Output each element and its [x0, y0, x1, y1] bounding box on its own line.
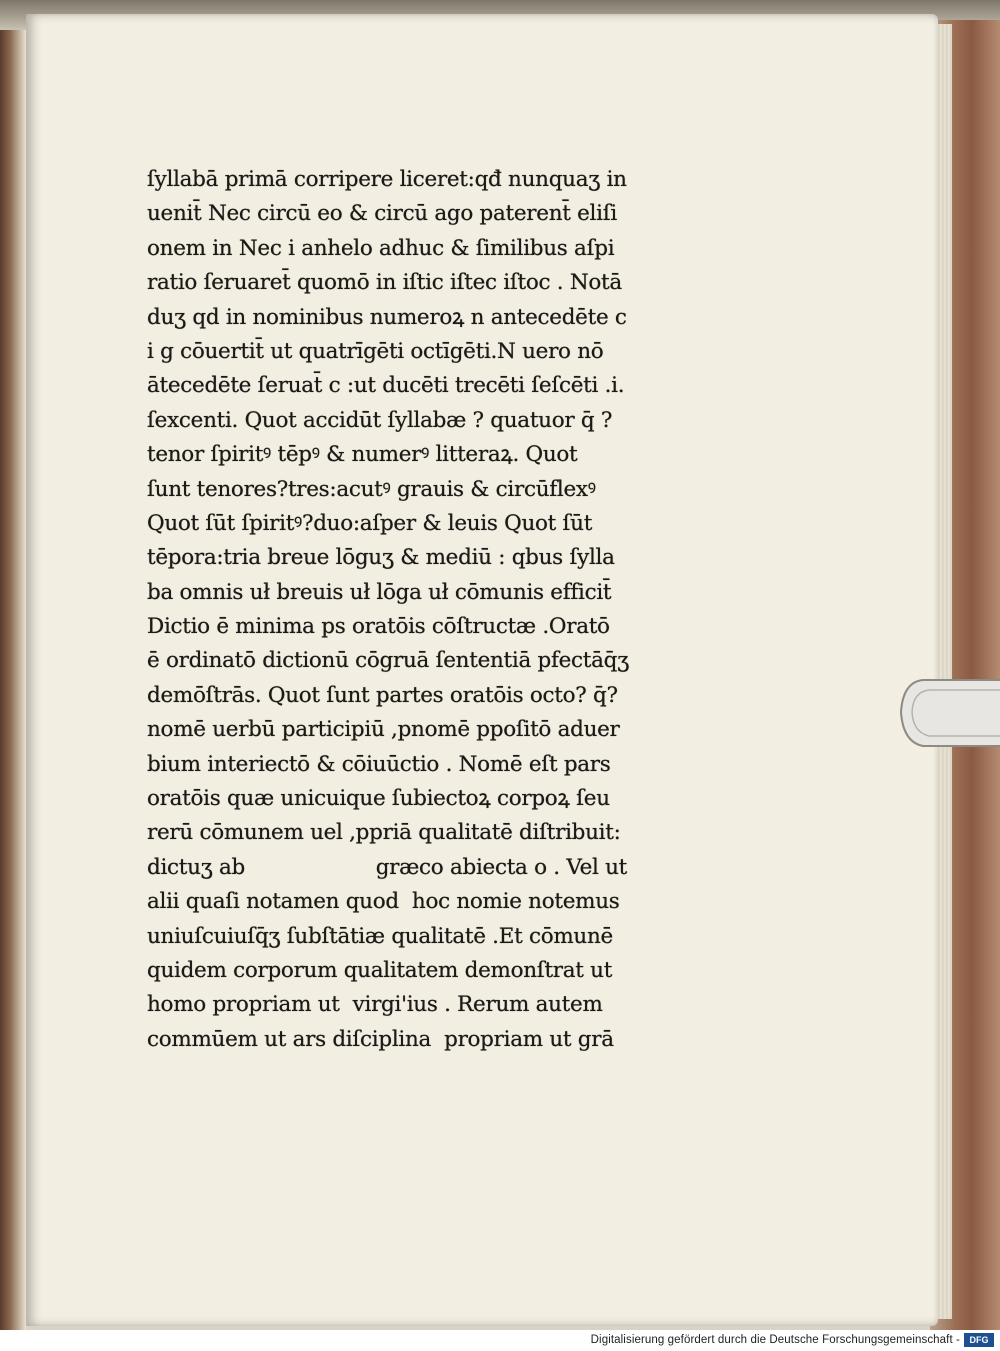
text-line: quidem corporum qualitatem demonſtrat ut: [147, 957, 613, 983]
text-line: uniuſcuiuſq̄ʒ ſubſtātiæ qualitatē .Et cōmunē: [147, 923, 613, 949]
text-line: alii quaſi notamen quod hoc nomie notemus: [147, 889, 620, 915]
text-line: onem in Nec i anhelo adhuc & ſimilibus aſpi: [147, 235, 615, 261]
text-line: ſyllabā primā corripere liceret:qđ nunquaʒ in: [147, 167, 627, 192]
dfg-logo-icon: DFG: [964, 1333, 994, 1347]
footer-bar: [0, 1330, 1000, 1351]
text-line: duʒ qd in nominibus numeroꝝ n antecedēte c: [147, 304, 627, 330]
text-line: ba omnis uł breuis uł lōga uł cōmunis efficit̄: [147, 579, 612, 605]
text-line: ratio ſeruaret̄ quomō in iſtic iſtec iſtoc . Notā: [147, 270, 622, 296]
text-line: oratōis quæ unicuique ſubiectoꝝ corpoꝝ ſeu: [147, 786, 610, 812]
text-line: homo propriam ut virgi'ius . Rerum autem: [147, 992, 603, 1018]
text-line: Quot ſūt ſpiritꝰ?duo:aſper & leuis Quot ſūt: [147, 510, 593, 536]
text-line: bium interiectō & cōiuūctio . Nomē eſt pars: [147, 751, 611, 777]
text-line: tenor ſpiritꝰ tēpꝰ & numerꝰ litteraꝝ. Quot: [147, 442, 578, 468]
text-line: demōſtrās. Quot ſunt partes oratōis octo? q̄?: [147, 682, 618, 708]
text-line: Dictio ē minima ps oratōis cōſtructæ .Oratō: [147, 614, 610, 640]
text-line: ātecedēte ſeruat̄ c :ut ducēti trecēti ſeſcēti .i.: [147, 373, 625, 399]
text-line: ſexcenti. Quot accidūt ſyllabæ ? quatuor q̄ ?: [147, 407, 613, 433]
text-line: ē ordinatō dictionū cōgruā ſententiā pfectāq̄ʒ: [147, 648, 629, 674]
funding-credit: Digitalisierung gefördert durch die Deutsche Forschungsgemeinschaft -: [590, 1334, 960, 1346]
text-line: i g cōuertit̄ ut quatrīgēti octīgēti.N uero nō: [147, 338, 604, 364]
text-line: commūem ut ars diſciplina propriam ut grā: [147, 1026, 614, 1052]
text-line: nomē uerbū participiū ,pnomē ppoſitō aduer: [147, 717, 620, 743]
page-clip-marker: [893, 672, 1000, 754]
text-line: dictuʒ ab græco abiecta o . Vel ut: [147, 854, 628, 880]
text-line: uenit̄ Nec circū eo & circū ago paterent̄ eliſi: [147, 201, 617, 227]
binding-gutter: [0, 30, 26, 1330]
text-line: rerū cōmunem uel ,ppriā qualitatē diſtribuit:: [147, 820, 621, 846]
text-line: tēpora:tria breue lōguʒ & mediū : qbus ſylla: [147, 545, 615, 571]
printed-text-block: [147, 163, 647, 1057]
text-line: ſunt tenores?tres:acutꝰ grauis & circūflexꝰ: [147, 476, 596, 502]
